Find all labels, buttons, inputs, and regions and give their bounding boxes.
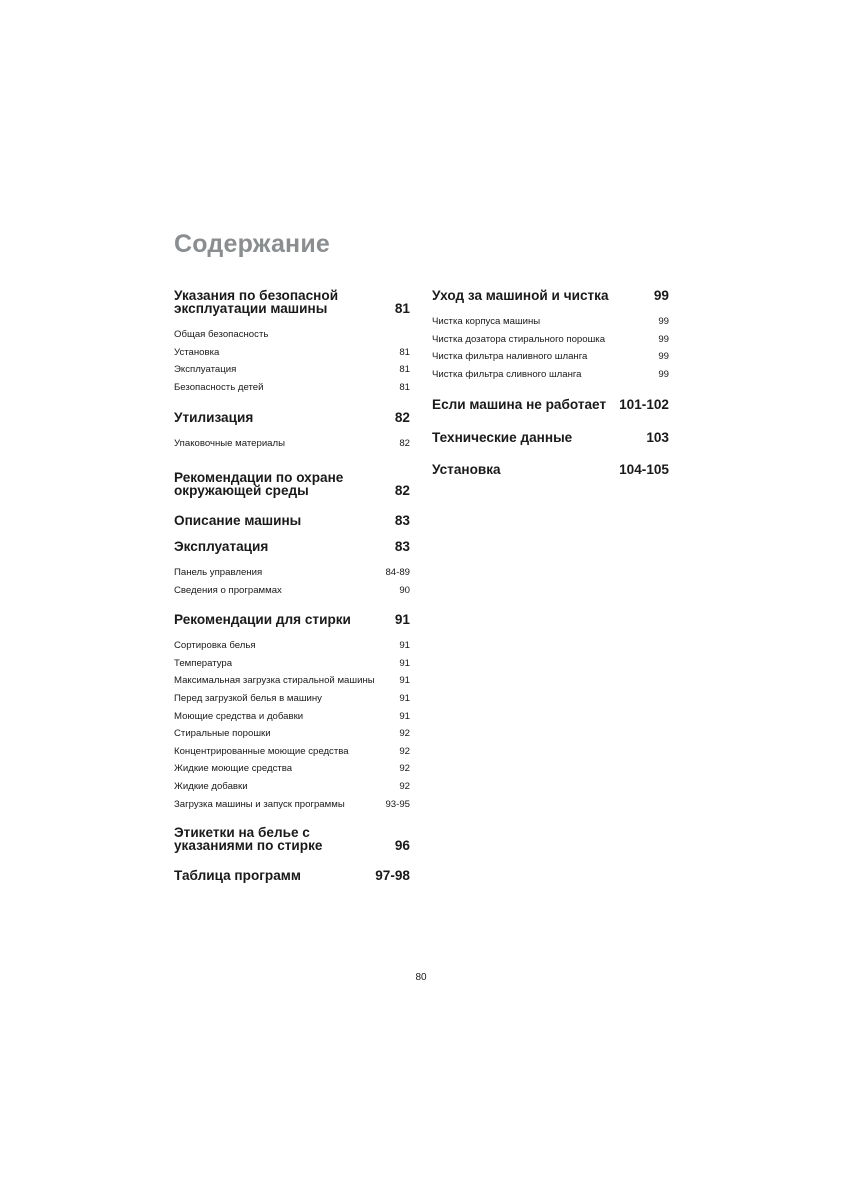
toc-section-page: 82 <box>394 410 410 426</box>
toc-section-page: 97-98 <box>375 868 410 884</box>
toc-item-list <box>174 637 410 813</box>
toc-item-page: 92 <box>399 780 410 792</box>
toc-item-label: Сортировка белья <box>174 640 256 652</box>
toc-item-page: 91 <box>399 710 410 722</box>
toc-item-page: 91 <box>399 675 410 687</box>
toc-item[interactable] <box>174 637 410 655</box>
toc-item[interactable] <box>174 435 410 453</box>
toc-item-page: 92 <box>399 763 410 775</box>
toc-item-label: Упаковочные материалы <box>174 438 286 450</box>
toc-item-label: Загрузка машины и запуск программы <box>174 798 345 810</box>
toc-section-heading[interactable] <box>432 289 669 302</box>
toc-section-page: 99 <box>653 288 669 303</box>
toc-section-title: Технические данные <box>432 430 573 446</box>
toc-item[interactable] <box>174 708 410 726</box>
toc-item-page: 81 <box>399 381 410 393</box>
toc-section <box>174 289 410 396</box>
toc-item-list <box>174 326 410 396</box>
toc-section-heading[interactable] <box>174 411 410 424</box>
toc-section-heading[interactable] <box>174 613 410 626</box>
toc-item[interactable] <box>174 379 410 397</box>
toc-section-heading[interactable] <box>174 826 410 852</box>
toc-item-page: 84-89 <box>385 566 410 578</box>
toc-item[interactable] <box>174 672 410 690</box>
toc-item-label: Сведения о программах <box>174 584 282 596</box>
toc-item-label: Перед загрузкой белья в машину <box>174 692 322 704</box>
toc-item-page: 92 <box>399 728 410 740</box>
toc-item[interactable] <box>174 344 410 362</box>
toc-item-page: 99 <box>658 351 669 363</box>
toc-item-page: 91 <box>399 692 410 704</box>
toc-section <box>174 826 410 852</box>
toc-section-title: Таблица программ <box>174 868 301 884</box>
toc-item[interactable] <box>432 313 669 331</box>
toc-section-page: 82 <box>394 482 410 498</box>
toc-item-label: Безопасность детей <box>174 381 264 393</box>
toc-section-page: 104-105 <box>619 462 669 478</box>
toc-item[interactable] <box>174 582 410 600</box>
toc-section-title: Установка <box>432 462 501 478</box>
toc-item-page <box>406 326 410 344</box>
toc-item-label: Максимальная загрузка стиральной машины <box>174 675 375 687</box>
toc-item-page: 99 <box>658 316 669 327</box>
toc-item-list <box>174 435 410 453</box>
toc-section <box>174 514 410 527</box>
toc-section-heading[interactable] <box>432 431 669 444</box>
toc-item[interactable] <box>174 564 410 582</box>
toc-section <box>174 471 410 497</box>
page-title: Содержание <box>174 230 331 258</box>
page-number: 80 <box>415 972 427 983</box>
toc-section-heading[interactable] <box>174 514 410 527</box>
toc-section-heading[interactable] <box>174 540 410 553</box>
toc-section-page: 81 <box>394 301 410 316</box>
toc-right-column <box>432 289 669 476</box>
toc-item-label: Общая безопасность <box>174 329 269 340</box>
toc-item[interactable] <box>174 655 410 673</box>
toc-section-page: 101-102 <box>619 397 669 413</box>
toc-section-title: Уход за машиной и чистка <box>432 288 609 303</box>
toc-section-heading[interactable] <box>174 289 410 315</box>
toc-item-page: 90 <box>399 584 410 596</box>
toc-item[interactable] <box>174 326 410 344</box>
toc-item-page: 81 <box>399 346 410 358</box>
toc-item-page: 91 <box>399 657 410 669</box>
toc-section-page: 103 <box>646 430 669 446</box>
toc-section <box>432 463 669 476</box>
toc-section-page: 91 <box>394 612 410 628</box>
toc-section <box>174 411 410 453</box>
toc-section-heading[interactable] <box>174 471 410 497</box>
toc-item-label: Чистка фильтра наливного шланга <box>432 351 588 363</box>
toc-section-title: Указания по безопасной эксплуатации машины <box>174 288 339 316</box>
toc-item-list <box>174 564 410 599</box>
toc-item[interactable] <box>174 361 410 379</box>
toc-item-label: Жидкие добавки <box>174 780 248 792</box>
toc-item-page: 82 <box>399 438 410 450</box>
toc-item-page: 99 <box>658 368 669 380</box>
toc-item-label: Панель управления <box>174 566 263 578</box>
toc-section-page: 96 <box>394 838 410 854</box>
toc-section-title: Эксплуатация <box>174 538 269 554</box>
toc-item[interactable] <box>174 743 410 761</box>
toc-item-label: Чистка фильтра сливного шланга <box>432 368 582 380</box>
toc-item[interactable] <box>174 796 410 814</box>
toc-item-label: Стиральные порошки <box>174 728 271 740</box>
toc-item[interactable] <box>432 348 669 366</box>
toc-item-list <box>432 313 669 383</box>
toc-section <box>432 431 669 444</box>
toc-section-title: Рекомендации по охране окружающей среды <box>174 469 344 498</box>
toc-section-heading[interactable] <box>174 869 410 882</box>
toc-item-label: Чистка корпуса машины <box>432 316 541 327</box>
toc-section-heading[interactable] <box>432 398 669 411</box>
toc-item[interactable] <box>174 725 410 743</box>
toc-item-label: Эксплуатация <box>174 364 237 376</box>
toc-section-page: 83 <box>394 512 410 528</box>
toc-section <box>432 289 669 383</box>
toc-item[interactable] <box>432 331 669 349</box>
toc-section <box>432 398 669 411</box>
toc-section-title: Описание машины <box>174 512 302 528</box>
toc-item-label: Концентрированные моющие средства <box>174 745 349 757</box>
toc-section <box>174 869 410 882</box>
toc-section-title: Если машина не работает <box>432 397 607 413</box>
toc-section-page: 83 <box>394 538 410 554</box>
toc-section <box>174 540 410 599</box>
toc-item-label: Установка <box>174 346 220 358</box>
toc-item-page: 91 <box>399 640 410 652</box>
toc-item-page: 81 <box>399 364 410 376</box>
toc-item[interactable] <box>174 690 410 708</box>
toc-section-title: Утилизация <box>174 410 254 426</box>
toc-item-page: 93-95 <box>385 798 410 810</box>
toc-item[interactable] <box>432 366 669 384</box>
toc-item[interactable] <box>174 778 410 796</box>
toc-item-page: 92 <box>399 745 410 757</box>
toc-section <box>174 613 410 813</box>
toc-item-label: Моющие средства и добавки <box>174 710 304 722</box>
toc-item-label: Температура <box>174 657 233 669</box>
toc-section-title: Рекомендации для стирки <box>174 612 351 628</box>
toc-item-page: 99 <box>658 333 669 345</box>
toc-section-title: Этикетки на белье с указаниями по стирке <box>174 825 323 854</box>
toc-item-label: Жидкие моющие средства <box>174 763 293 775</box>
toc-left-column <box>174 289 410 882</box>
toc-section-heading[interactable] <box>432 463 669 476</box>
toc-item[interactable] <box>174 760 410 778</box>
toc-item-label: Чистка дозатора стирального порошка <box>432 333 606 345</box>
